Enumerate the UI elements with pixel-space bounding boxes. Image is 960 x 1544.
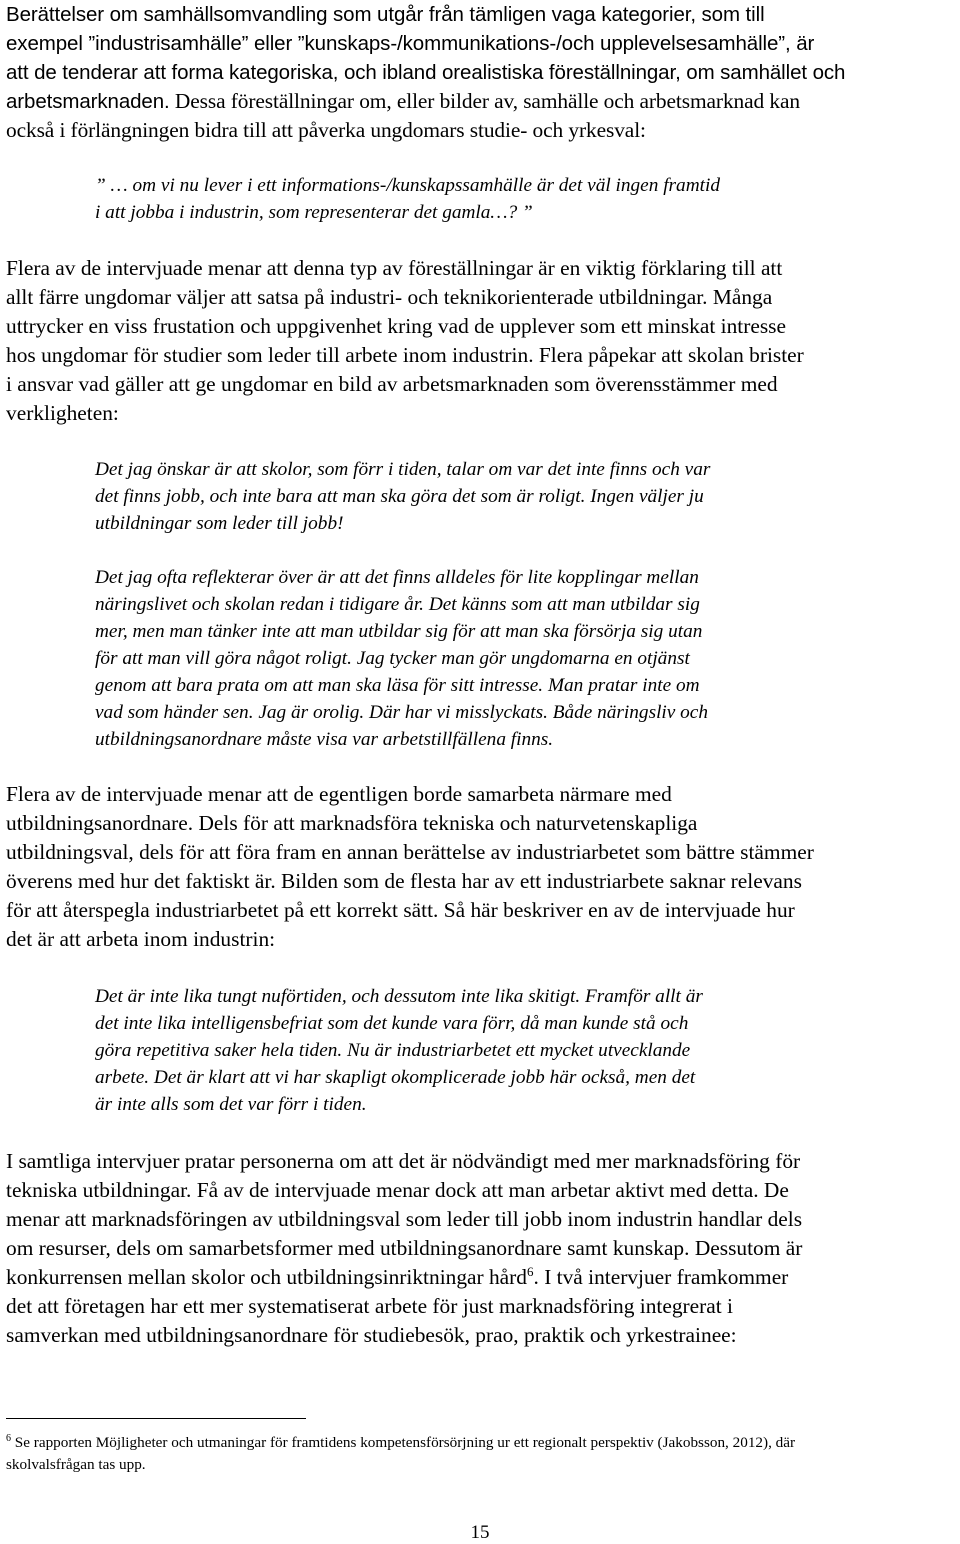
- quote-4-line-1: Det är inte lika tungt nuförtiden, och dessutom inte lika skitigt. Framför allt är: [95, 986, 703, 1007]
- footnote-text-1: Se rapporten Möjligheter och utmaningar för framtidens kompetensförsörjning ur ett regionalt perspektiv (Jakobsson, 2012), där: [11, 1434, 796, 1451]
- intro-line-1: Berättelser om samhällsomvandling som utgår från tämligen vaga kategorier, som till: [6, 3, 765, 26]
- paragraph-3-line-3: utbildningsval, dels för att föra fram en annan berättelse av industriarbetet som bättre stämmer: [6, 840, 814, 864]
- paragraph-3-line-4: överens med hur det faktiskt är. Bilden som de flesta har av ett industriarbete saknar relevans: [6, 869, 802, 893]
- paragraph-3-line-1: Flera av de intervjuade menar att de egentligen borde samarbeta närmare med: [6, 782, 672, 806]
- intro-line-4-sans: arbetsmarknaden.: [6, 90, 170, 113]
- quote-3-line-6: vad som händer sen. Jag är orolig. Där har vi misslyckats. Både näringsliv och: [95, 702, 709, 723]
- paragraph-2-line-4: hos ungdomar för studier som leder till arbete inom industrin. Flera påpekar att skolan brister: [6, 343, 804, 367]
- paragraph-4-line-3: menar att marknadsföringen av utbildningsval som leder till jobb inom industrin handlar dels: [6, 1207, 803, 1231]
- paragraph-4-line-1: I samtliga intervjuer pratar personerna om att det är nödvändigt med mer marknadsföring för: [6, 1149, 801, 1173]
- paragraph-4-line-7: samverkan med utbildningsanordnare för studiebesök, prao, praktik och yrkestrainee:: [6, 1323, 737, 1347]
- footnote-line-2: skolvalsfrågan tas upp.: [6, 1456, 146, 1473]
- footnote-reference[interactable]: 6: [527, 1263, 534, 1279]
- quote-1-line-1: ” … om vi nu lever i ett informations-/kunskapssamhälle är det väl ingen framtid: [95, 175, 720, 196]
- paragraph-4-line-5-start: konkurrensen mellan skolor och utbildningsinriktningar hård: [6, 1265, 527, 1289]
- paragraph-2-line-3: uttrycker en viss frustation och uppgivenhet kring vad de upplever som ett minskat intresse: [6, 314, 786, 338]
- quote-2-line-1: Det jag önskar är att skolor, som förr i tiden, talar om var det inte finns och var: [95, 459, 711, 480]
- paragraph-2-line-6: verkligheten:: [6, 401, 119, 425]
- paragraph-4: [6, 1147, 956, 1350]
- quote-2-line-3: utbildningar som leder till jobb!: [95, 513, 344, 534]
- quote-4-line-4: arbete. Det är klart att vi har skapligt okomplicerade jobb här också, men det: [95, 1067, 696, 1088]
- quote-3-line-3: mer, men man tänker inte att man utbildar sig för att man ska försörja sig utan: [95, 621, 703, 642]
- paragraph-4-line-5: [6, 1263, 956, 1292]
- quote-1: [95, 172, 855, 226]
- paragraph-3-line-5: för att återspegla industriarbetet på ett korrekt sätt. Så här beskriver en av de intervjuade hur: [6, 898, 795, 922]
- intro-line-2: exempel ”industrisamhälle” eller ”kunskaps-/kommunikations-/och upplevelsesamhälle”, är: [6, 32, 815, 55]
- paragraph-2: [6, 254, 956, 428]
- quote-1-line-2: i att jobba i industrin, som representerar det gamla…? ”: [95, 202, 533, 223]
- paragraph-4-line-2: tekniska utbildningar. Få av de intervjuade menar dock att man arbetar aktivt med detta. De: [6, 1178, 789, 1202]
- paragraph-3: [6, 780, 956, 954]
- paragraph-3-line-2: utbildningsanordnare. Dels för att marknadsföra tekniska och naturvetenskapliga: [6, 811, 698, 835]
- quote-4-line-3: göra repetitiva saker hela tiden. Nu är industriarbetet ett mycket utvecklande: [95, 1040, 691, 1061]
- quote-4-line-5: är inte alls som det var förr i tiden.: [95, 1094, 367, 1115]
- intro-paragraph: [6, 0, 956, 145]
- quote-3-line-2: näringslivet och skolan redan i tidigare år. Det känns som att man utbildar sig: [95, 594, 700, 615]
- footnote: [6, 1432, 956, 1476]
- quote-4-line-2: det inte lika intelligensbefriat som det kunde vara förr, då man kunde stå och: [95, 1013, 689, 1034]
- paragraph-4-line-4: om resurser, dels om samarbetsformer med utbildningsanordnare samt kunskap. Dessutom är: [6, 1236, 803, 1260]
- intro-line-4: [6, 87, 956, 116]
- intro-line-4-serif: Dessa föreställningar om, eller bilder av, samhälle och arbetsmarknad kan: [169, 89, 800, 113]
- quote-3-line-5: genom att bara prata om att man ska läsa för sitt intresse. Man pratar inte om: [95, 675, 700, 696]
- quote-3-line-7: utbildningsanordnare måste visa var arbetstillfällena finns.: [95, 729, 554, 750]
- quote-2: [95, 456, 855, 537]
- quote-3-line-1: Det jag ofta reflekterar över är att det finns alldeles för lite kopplingar mellan: [95, 567, 699, 588]
- paragraph-2-line-2: allt färre ungdomar väljer att satsa på industri- och teknikorienterade utbildningar. Många: [6, 285, 773, 309]
- intro-line-5: också i förlängningen bidra till att påverka ungdomars studie- och yrkesval:: [6, 118, 646, 142]
- quote-2-line-2: det finns jobb, och inte bara att man ska göra det som är roligt. Ingen väljer ju: [95, 486, 704, 507]
- quote-3: [95, 564, 855, 753]
- quote-4: [95, 983, 855, 1118]
- paragraph-2-line-5: i ansvar vad gäller att ge ungdomar en bild av arbetsmarknaden som överensstämmer med: [6, 372, 778, 396]
- paragraph-4-line-5-end: . I två intervjuer framkommer: [533, 1265, 789, 1289]
- paragraph-4-line-6: det att företagen har ett mer systematiserat arbete för just marknadsföring integrerat i: [6, 1294, 733, 1318]
- footnote-separator: [6, 1418, 306, 1419]
- quote-3-line-4: för att man vill göra något roligt. Jag tycker man gör ungdomarna en otjänst: [95, 648, 690, 669]
- footnote-line-1: [6, 1432, 956, 1454]
- footnote-marker: 6: [6, 1432, 11, 1444]
- intro-line-3: att de tenderar att forma kategoriska, och ibland orealistiska föreställningar, om samhället och: [6, 61, 846, 84]
- paragraph-3-line-6: det är att arbeta inom industrin:: [6, 927, 276, 951]
- paragraph-2-line-1: Flera av de intervjuade menar att denna typ av föreställningar är en viktig förklaring till att: [6, 256, 783, 280]
- page-number: 15: [470, 1522, 490, 1543]
